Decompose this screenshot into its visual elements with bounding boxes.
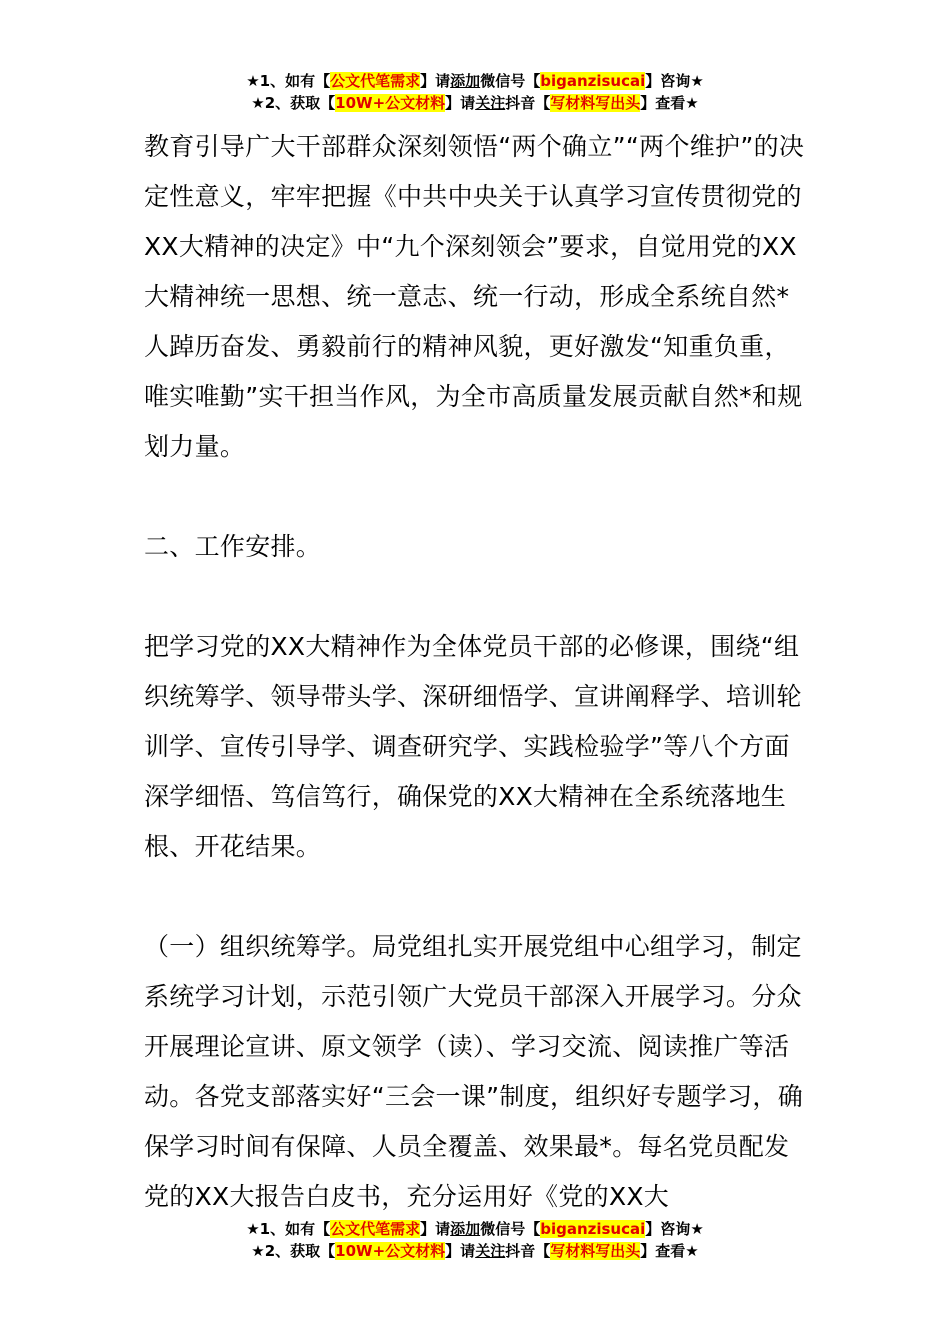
promo-text: 咨询 [660, 1220, 691, 1238]
promo-text: 咨询 [660, 72, 691, 90]
promo-text: 请 [460, 1242, 476, 1260]
promo-line-1 [0, 1218, 950, 1240]
star-icon: ★ [246, 1220, 260, 1238]
underlined-text: 添加 [450, 1220, 481, 1238]
promo-line-2 [0, 92, 950, 114]
bracket: 【 [320, 1242, 336, 1260]
promo-text: 1、如有 [259, 1220, 316, 1238]
highlight-materials: 10W+公文材料 [335, 1242, 446, 1260]
paragraph-guidance: 教育引导广大干部群众深刻领悟“两个确立”“两个维护”的决定性意义，牢牢把握《中共中央关于认真学习宣传贯彻党的XX大精神的决定》中“九个深刻领会”要求，自觉用党的XX大精神统一思想、统一意志、统一行动，形成全系统自然*人踔历奋发、勇毅前行的精神风貌，更好激发“知重负重，唯实唯勤”实干担当作风，为全市高质量发展贡献自然*和规划力量。 [144, 132, 805, 461]
highlight-wechat-id: biganzisucai [540, 1220, 646, 1238]
bracket: 【 [525, 72, 541, 90]
paragraph-study-plan: 把学习党的XX大精神作为全体党员干部的必修课，围绕“组织统筹学、领导带头学、深研细悟学、宣讲阐释学、培训轮训学、宣传引导学、调查研究学、实践检验学”等八个方面深学细悟、笃信笃行，确保党的XX大精神在全系统落地生根、开花结果。 [144, 632, 802, 861]
star-icon: ★ [690, 72, 704, 90]
highlight-douyin-account: 写材料写出头 [550, 94, 641, 112]
bracket: 】 [420, 1220, 436, 1238]
bracket: 】 [445, 94, 461, 112]
section-heading-work-arrangement: 二、工作安排。 [144, 532, 322, 561]
bracket: 】 [645, 72, 661, 90]
promo-text: 请 [460, 94, 476, 112]
promo-text: 查看 [655, 94, 686, 112]
bracket: 】 [640, 94, 656, 112]
document-body [144, 122, 814, 1222]
bracket: 【 [535, 94, 551, 112]
bracket: 】 [445, 1242, 461, 1260]
star-icon: ★ [251, 1242, 265, 1260]
promo-text: 1、如有 [259, 72, 316, 90]
star-icon: ★ [251, 94, 265, 112]
underlined-text: 添加 [450, 72, 481, 90]
star-icon: ★ [685, 94, 699, 112]
bracket: 【 [315, 1220, 331, 1238]
star-icon: ★ [246, 72, 260, 90]
bracket: 】 [420, 72, 436, 90]
highlight-service: 公文代笔需求 [330, 1220, 421, 1238]
star-icon: ★ [690, 1220, 704, 1238]
bracket: 】 [645, 1220, 661, 1238]
promo-text: 查看 [655, 1242, 686, 1260]
bracket: 【 [535, 1242, 551, 1260]
promo-text: 请 [435, 1220, 451, 1238]
promo-line-2 [0, 1240, 950, 1262]
promo-line-1 [0, 70, 950, 92]
paragraph-spacer [144, 872, 814, 922]
highlight-douyin-account: 写材料写出头 [550, 1242, 641, 1260]
promo-text: 2、获取 [264, 1242, 321, 1260]
promo-text: 2、获取 [264, 94, 321, 112]
promo-text: 微信号 [480, 1220, 526, 1238]
highlight-wechat-id: biganzisucai [540, 72, 646, 90]
bracket: 【 [525, 1220, 541, 1238]
bracket: 【 [320, 94, 336, 112]
promo-text: 抖音 [505, 1242, 536, 1260]
underlined-text: 关注 [475, 94, 506, 112]
header-promo-banner [0, 70, 950, 114]
paragraph-spacer [144, 572, 814, 622]
footer-promo-banner [0, 1218, 950, 1262]
promo-text: 抖音 [505, 94, 536, 112]
star-icon: ★ [685, 1242, 699, 1260]
highlight-materials: 10W+公文材料 [335, 94, 446, 112]
promo-text: 请 [435, 72, 451, 90]
highlight-service: 公文代笔需求 [330, 72, 421, 90]
bracket: 【 [315, 72, 331, 90]
bracket: 】 [640, 1242, 656, 1260]
paragraph-spacer [144, 472, 814, 522]
paragraph-organized-study: （一）组织统筹学。局党组扎实开展党组中心组学习，制定系统学习计划，示范引领广大党员干部深入开展学习。分众开展理论宣讲、原文领学（读）、学习交流、阅读推广等活动。各党支部落实好“三会一课”制度，组织好专题学习，确保学习时间有保障、人员全覆盖、效果最*。每名党员配发党的XX大报告白皮书，充分运用好《党的XX大 [144, 932, 804, 1211]
promo-text: 微信号 [480, 72, 526, 90]
underlined-text: 关注 [475, 1242, 506, 1260]
